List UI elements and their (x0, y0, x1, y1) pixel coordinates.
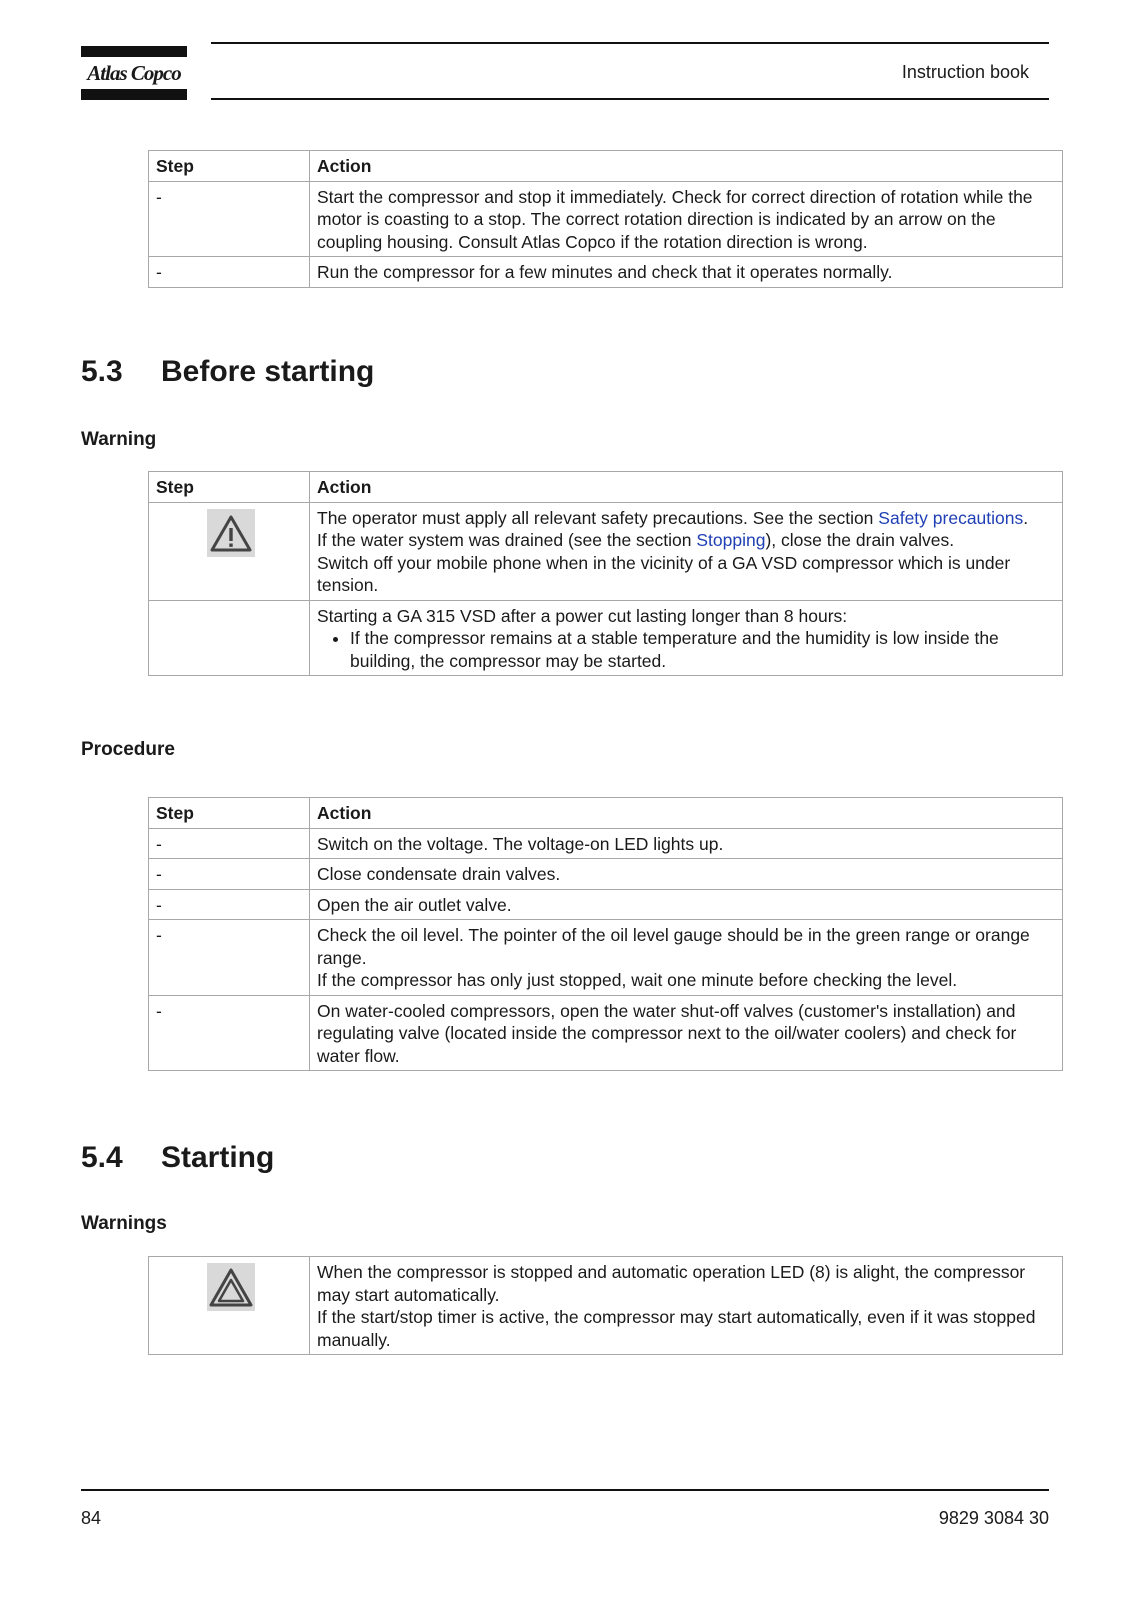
action-cell (310, 502, 1063, 600)
action-line (317, 529, 1058, 552)
step-column-header: Step (149, 798, 310, 829)
action-cell: Run the compressor for a few minutes and check that it operates normally. (310, 257, 1063, 288)
action-column-header: Action (310, 472, 1063, 503)
procedure-heading: Procedure (81, 739, 175, 760)
table-row (149, 1257, 1063, 1355)
step-cell: - (149, 181, 310, 257)
stopping-link[interactable]: Stopping (696, 530, 766, 550)
action-text: ), close the drain valves. (765, 530, 955, 550)
action-text: The operator must apply all relevant safety precautions. See the section (317, 507, 879, 528)
action-text: If the water system was drained (see the section (317, 530, 697, 550)
list-item: • If the compressor remains at a stable temperature and the humidity is low inside the building, the compressor may be started. (350, 627, 1058, 672)
section-heading-5-3 (81, 354, 374, 390)
table-row (149, 828, 1063, 859)
step-cell (149, 600, 310, 676)
warnings-table (148, 1256, 1063, 1355)
table-row (149, 502, 1063, 600)
action-column-header: Action (310, 798, 1063, 829)
action-cell (310, 1257, 1063, 1355)
warning-triangle-exclamation-icon (207, 509, 255, 557)
action-cell (310, 920, 1063, 996)
section-title: Before starting (161, 355, 375, 388)
step-column-header: Step (149, 472, 310, 503)
warning-triangle-icon (207, 1263, 255, 1311)
step-cell: - (149, 995, 310, 1071)
step-cell (149, 1257, 310, 1355)
logo-text: Atlas Copco (87, 61, 181, 85)
action-line: If the compressor has only just stopped, wait one minute before checking the level. (317, 970, 958, 990)
table-header-row (149, 151, 1063, 182)
action-line: Switch off your mobile phone when in the vicinity of a GA VSD compressor which is under tension. (317, 552, 1011, 595)
table-header-row (149, 798, 1063, 829)
action-line (317, 507, 1058, 530)
safety-precautions-link[interactable]: Safety precautions (878, 507, 1024, 528)
table-row (149, 859, 1063, 890)
section-number: 5.3 (81, 355, 123, 388)
action-line: Starting a GA 315 VSD after a power cut lasting longer than 8 hours: (317, 605, 848, 626)
page-number: 84 (81, 1508, 102, 1528)
action-line: When the compressor is stopped and automatic operation LED (8) is alight, the compressor may start automatically. (317, 1262, 1026, 1305)
action-cell: On water-cooled compressors, open the water shut-off valves (customer's installation) and regulating valve (located inside the compressor next to the oil/water coolers) and check for water flow. (310, 995, 1063, 1071)
step-cell: - (149, 828, 310, 859)
header-rule-top (211, 42, 1049, 44)
action-cell: Open the air outlet valve. (310, 889, 1063, 920)
step-cell: - (149, 257, 310, 288)
table-row (149, 920, 1063, 996)
section-heading-5-4 (81, 1140, 274, 1176)
table-header-row (149, 472, 1063, 503)
action-cell: Close condensate drain valves. (310, 859, 1063, 890)
warning-table (148, 471, 1063, 676)
action-text: . (1023, 507, 1029, 528)
warnings-heading: Warnings (81, 1213, 167, 1234)
table-row (149, 889, 1063, 920)
step-column-header: Step (149, 151, 310, 182)
document-number: 9829 3084 30 (938, 1508, 1049, 1528)
table-row (149, 600, 1063, 676)
action-column-header: Action (310, 151, 1063, 182)
table-row (149, 995, 1063, 1071)
logo-bar-top (81, 46, 187, 57)
atlas-copco-logo (81, 46, 187, 100)
header-rule-bottom (211, 98, 1049, 100)
logo-bar-bottom (81, 89, 187, 100)
action-line: If the start/stop timer is active, the compressor may start automatically, even if it was stopped manually. (317, 1307, 1036, 1350)
action-cell: Start the compressor and stop it immediately. Check for correct direction of rotation while the motor is coasting to a stop. The correct rotation direction is indicated by an arrow on the coupling housing. Consult Atlas Copco if the rotation direction is wrong. (310, 181, 1063, 257)
action-cell (310, 600, 1063, 676)
section-title: Starting (161, 1141, 275, 1174)
action-line: Check the oil level. The pointer of the oil level gauge should be in the green range or orange range. (317, 925, 1030, 968)
footer-rule (81, 1489, 1049, 1491)
action-cell: Switch on the voltage. The voltage-on LED lights up. (310, 828, 1063, 859)
bullet-list (317, 627, 1058, 672)
section-number: 5.4 (81, 1141, 123, 1174)
step-cell: - (149, 889, 310, 920)
step-cell: - (149, 920, 310, 996)
table-row (149, 181, 1063, 257)
step-cell (149, 502, 310, 600)
table-row (149, 257, 1063, 288)
rotation-check-table (148, 150, 1063, 288)
procedure-table (148, 797, 1063, 1071)
step-cell: - (149, 859, 310, 890)
warning-heading: Warning (81, 429, 157, 450)
header-title: Instruction book (901, 62, 1029, 82)
